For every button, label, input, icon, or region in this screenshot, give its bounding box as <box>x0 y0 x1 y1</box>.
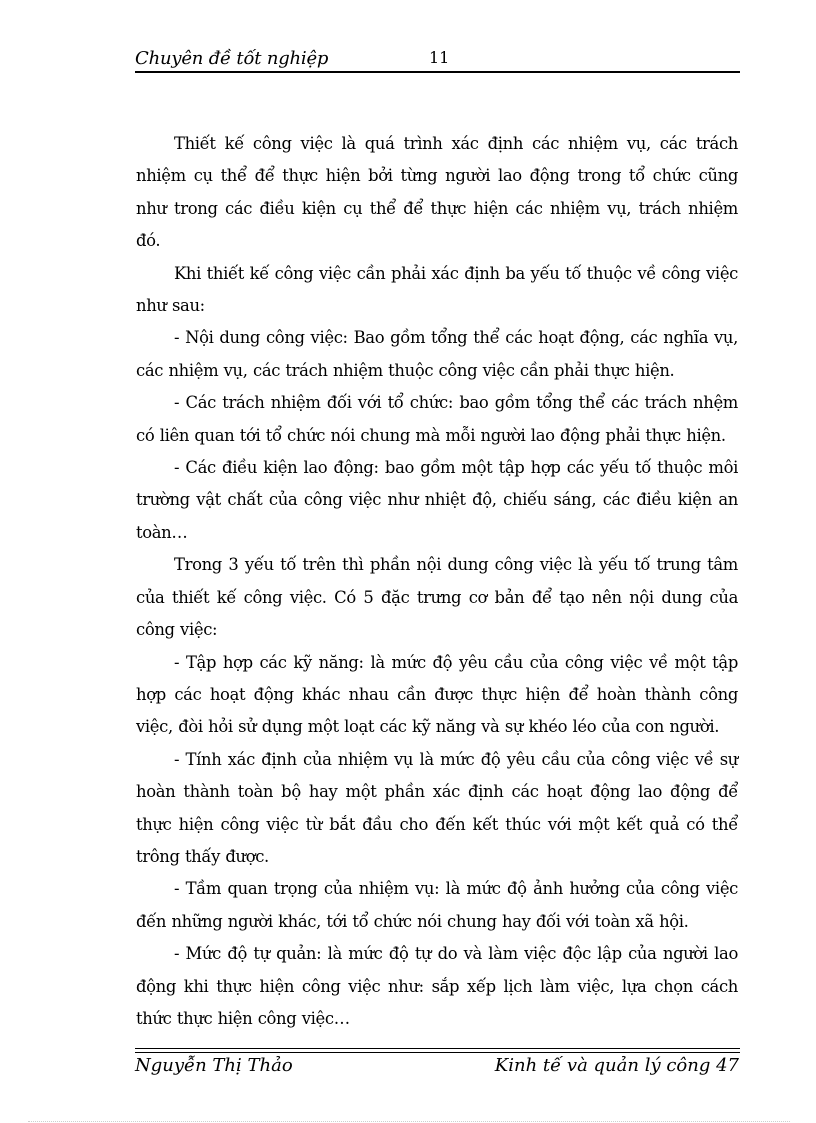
page-edge-divider <box>28 1121 790 1122</box>
paragraph-working-conditions: - Các điều kiện lao động: bao gồm một tập hợp các yếu tố thuộc môi trường vật chất của công việc như nhiệt độ, chiếu sáng, các điều kiện an toàn… <box>136 458 738 542</box>
paragraph-task-identity: - Tính xác định của nhiệm vụ là mức độ yêu cầu của công việc về sự hoàn thành toàn bộ hay một phần xác định các hoạt động lao động để thực hiện công việc từ bắt đầu cho đến kết thúc với một kết quả có thể trông thấy được. <box>136 749 738 866</box>
paragraph-job-content: - Nội dung công việc: Bao gồm tổng thể các hoạt động, các nghĩa vụ, các nhiệm vụ, các trách nhiệm thuộc công việc cần phải thực hiện. <box>136 328 738 380</box>
footer-course: Kinh tế và quản lý công 47 <box>494 1055 739 1076</box>
header-title: Chuyên đề tốt nghiệp <box>135 48 329 69</box>
header-rule <box>135 71 740 73</box>
page-number: 11 <box>429 48 450 67</box>
page-header <box>135 47 740 73</box>
paragraph-definition: Thiết kế công việc là quá trình xác định các nhiệm vụ, các trách nhiệm cụ thể để thực hiện bởi từng người lao động trong tổ chức cũng như trong các điều kiện cụ thể để thực hiện các nhiệm vụ, trách nhiệm đó. <box>136 134 738 251</box>
paragraph-autonomy: - Mức độ tự quản: là mức độ tự do và làm việc độc lập của người lao động khi thực hiện công việc như: sắp xếp lịch làm việc, lựa chọn cách thức thực hiện công việc… <box>136 944 738 1028</box>
body-text <box>136 128 738 1035</box>
paragraph-skill-variety: - Tập hợp các kỹ năng: là mức độ yêu cầu của công việc về một tập hợp các hoạt động khác nhau cần được thực hiện để hoàn thành công việc, đòi hỏi sử dụng một loạt các kỹ năng và sự khéo léo của con người. <box>136 652 738 737</box>
footer-rule-bottom <box>135 1052 740 1053</box>
footer-author: Nguyễn Thị Thảo <box>135 1055 293 1076</box>
paragraph-three-factors-intro: Khi thiết kế công việc cần phải xác định ba yếu tố thuộc về công việc như sau: <box>136 263 738 316</box>
footer-rule-top <box>135 1048 740 1049</box>
paragraph-organization-responsibilities: - Các trách nhiệm đối với tổ chức: bao gồm tổng thể các trách nhệm có liên quan tới tổ chức nói chung mà mỗi người lao động phải thực hiện. <box>136 393 738 445</box>
paragraph-task-significance: - Tầm quan trọng của nhiệm vụ: là mức độ ảnh hưởng của công việc đến những người khác, tới tổ chức nói chung hay đối với toàn xã hội. <box>136 879 738 931</box>
paragraph-five-characteristics-intro: Trong 3 yếu tố trên thì phần nội dung công việc là yếu tố trung tâm của thiết kế công việc. Có 5 đặc trưng cơ bản để tạo nên nội dung của công việc: <box>136 555 738 640</box>
